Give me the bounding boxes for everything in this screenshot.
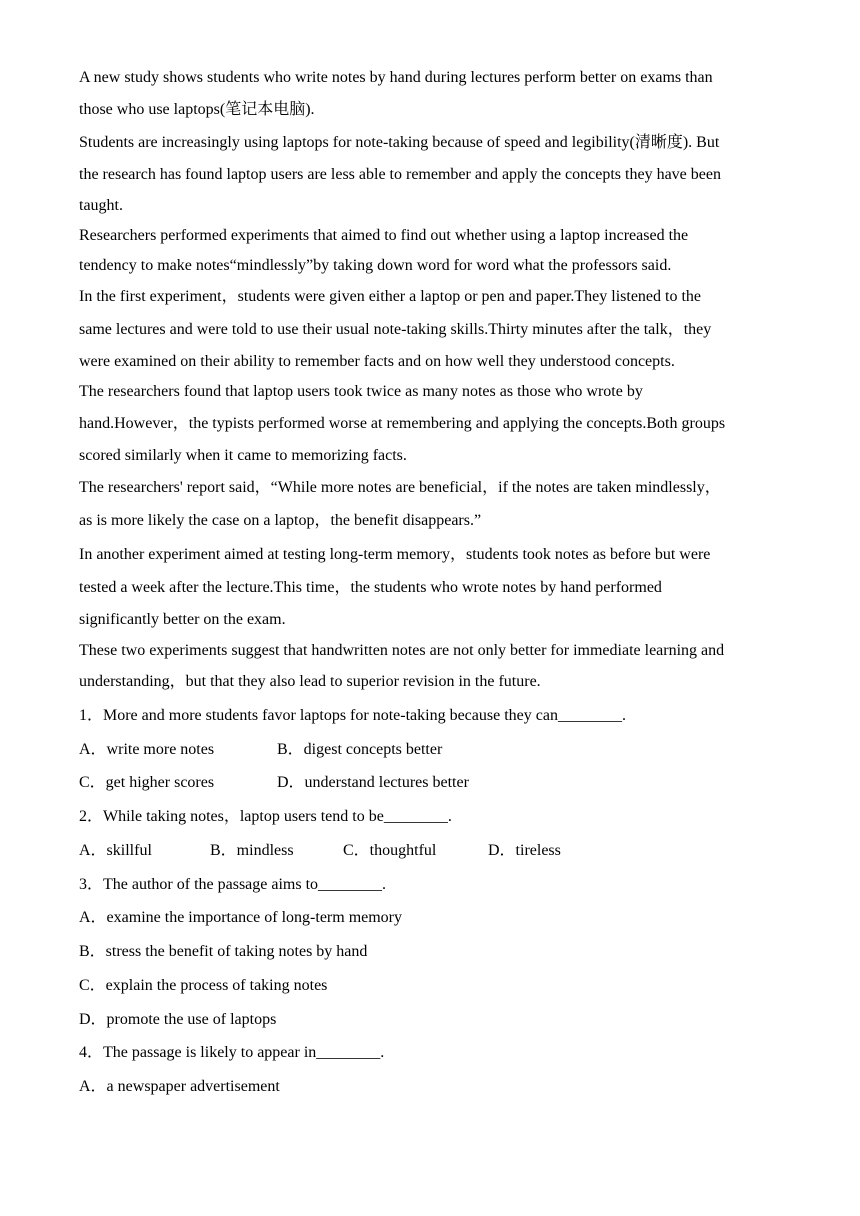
option-d: D．tireless bbox=[488, 842, 561, 859]
passage-line: those who use laptops(笔记本电脑). bbox=[79, 101, 315, 118]
passage-line: the research has found laptop users are less able to remember and apply the concepts they have been bbox=[79, 166, 721, 183]
passage-line: A new study shows students who write notes by hand during lectures perform better on exams than bbox=[79, 69, 713, 86]
passage-line: tested a week after the lecture.This time，the students who wrote notes by hand performed bbox=[79, 579, 662, 596]
passage-line: The researchers found that laptop users took twice as many notes as those who wrote by bbox=[79, 383, 643, 400]
passage-line: In the first experiment，students were given either a laptop or pen and paper.They listened to the bbox=[79, 288, 702, 305]
passage-line: The researchers' report said，“While more notes are beneficial，if the notes are taken mindlessly， bbox=[79, 479, 721, 496]
question-stem: 1．More and more students favor laptops for note-taking because they can________. bbox=[79, 707, 626, 724]
passage-line: taught. bbox=[79, 197, 123, 214]
option-a: A．examine the importance of long-term memory bbox=[79, 909, 403, 926]
option-b: B．mindless bbox=[210, 842, 294, 859]
option-b: B．digest concepts better bbox=[277, 741, 443, 758]
question-stem: 3．The author of the passage aims to________. bbox=[79, 876, 387, 893]
option-a: A．write more notes bbox=[79, 741, 215, 758]
passage-line: tendency to make notes“mindlessly”by taking down word for word what the professors said. bbox=[79, 257, 672, 274]
option-a: A．a newspaper advertisement bbox=[79, 1078, 280, 1095]
passage-line: In another experiment aimed at testing long-term memory，students took notes as before but were bbox=[79, 546, 711, 563]
option-d: D．understand lectures better bbox=[277, 774, 469, 791]
passage-line: scored similarly when it came to memorizing facts. bbox=[79, 447, 407, 464]
option-a: A．skillful bbox=[79, 842, 152, 859]
question-stem: 4．The passage is likely to appear in________. bbox=[79, 1044, 385, 1061]
passage-line: were examined on their ability to remember facts and on how well they understood concepts. bbox=[79, 353, 675, 370]
passage-line: same lectures and were told to use their usual note-taking skills.Thirty minutes after the talk，they bbox=[79, 321, 712, 338]
passage-line: These two experiments suggest that handwritten notes are not only better for immediate learning and bbox=[79, 642, 725, 659]
question-stem: 2．While taking notes，laptop users tend to be________. bbox=[79, 808, 452, 825]
option-c: C．thoughtful bbox=[343, 842, 437, 859]
passage-line: as is more likely the case on a laptop，the benefit disappears.” bbox=[79, 512, 482, 529]
option-c: C．explain the process of taking notes bbox=[79, 977, 328, 994]
option-d: D．promote the use of laptops bbox=[79, 1011, 277, 1028]
passage-line: Researchers performed experiments that aimed to find out whether using a laptop increased the bbox=[79, 227, 689, 244]
passage-line: significantly better on the exam. bbox=[79, 611, 286, 628]
option-b: B．stress the benefit of taking notes by hand bbox=[79, 943, 368, 960]
passage-line: understanding，but that they also lead to superior revision in the future. bbox=[79, 673, 541, 690]
passage-line: hand.However，the typists performed worse at remembering and applying the concepts.Both groups bbox=[79, 415, 726, 432]
passage-line: Students are increasingly using laptops for note-taking because of speed and legibility(清晰度). But bbox=[79, 134, 720, 151]
option-c: C．get higher scores bbox=[79, 774, 215, 791]
